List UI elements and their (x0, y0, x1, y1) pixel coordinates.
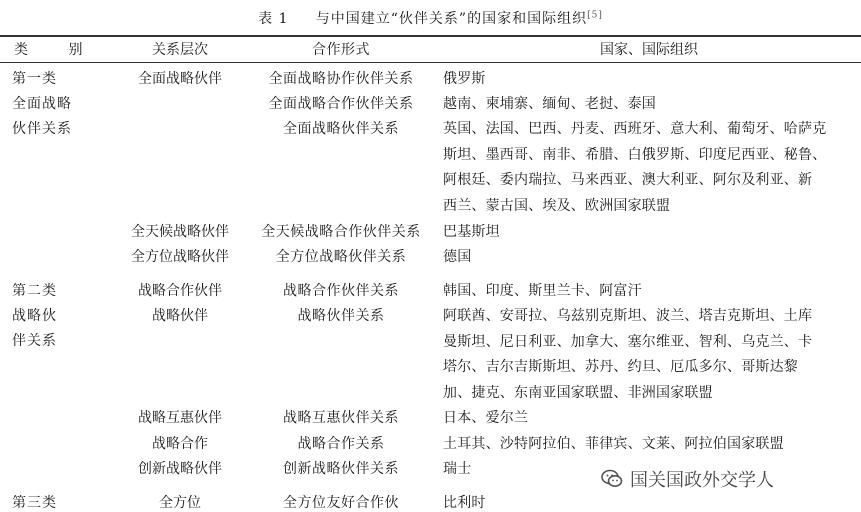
countries-cell: 曼斯坦、尼日利亚、加拿大、塞尔维亚、智利、乌克兰、卡 (443, 333, 813, 350)
countries-cell: 西兰、蒙古国、埃及、欧洲国家联盟 (443, 197, 671, 214)
level-cell: 全方位 (159, 495, 201, 511)
form-cell: 全面战略伙伴关系 (283, 121, 399, 137)
level-cell: 创新战略伙伴 (138, 461, 222, 477)
countries-cell: 阿联酋、安哥拉、乌兹别克斯坦、波兰、塔吉克斯坦、土库 (443, 308, 813, 324)
level-cell: 全方位战略伙伴 (131, 249, 229, 265)
form-cell: 全方位战略伙伴关系 (275, 249, 407, 265)
level-cell: 战略合作 (152, 436, 208, 452)
countries-cell: 越南、柬埔寨、缅甸、老挝、泰国 (443, 96, 656, 112)
form-cell: 战略合作伙伴关系 (283, 283, 399, 299)
form-cell: 全面战略合作伙伴关系 (268, 96, 414, 112)
header-form: 合作形式 (312, 42, 370, 58)
form-cell: 战略互惠伙伴关系 (283, 410, 399, 426)
level-cell: 战略伙伴 (152, 308, 208, 324)
watermark (600, 466, 774, 492)
level-cell: 战略合作伙伴 (138, 283, 222, 299)
form-cell: 战略伙伴关系 (297, 308, 385, 324)
table-caption (0, 8, 861, 28)
form-cell: 战略合作关系 (297, 436, 385, 452)
category-cell: 第三类 (12, 495, 57, 511)
wechat-icon (600, 467, 624, 491)
caption-reference: [5] (587, 10, 603, 21)
caption-label: 表 1 (258, 11, 289, 27)
category-cell: 第一类 (12, 71, 57, 87)
level-cell: 全天候战略伙伴 (131, 224, 229, 240)
countries-cell: 德国 (443, 249, 472, 265)
category-cell: 战略伙 (12, 308, 57, 324)
form-cell: 全天候战略合作伙伴关系 (261, 224, 421, 240)
table-header-rule (0, 62, 861, 63)
category-cell: 伙伴关系 (12, 121, 72, 137)
countries-cell: 瑞士 (443, 461, 472, 477)
countries-cell: 土耳其、沙特阿拉伯、菲律宾、文莱、阿拉伯国家联盟 (443, 436, 784, 452)
countries-cell: 斯坦、墨西哥、南非、希腊、白俄罗斯、印度尼西亚、秘鲁、 (443, 146, 827, 163)
watermark-text: 国关国政外交学人 (630, 470, 774, 491)
header-countries: 国家、国际组织 (600, 42, 698, 58)
caption-title: 与中国建立“伙伴关系”的国家和国际组织 (315, 11, 588, 27)
header-category: 类 别 (14, 42, 101, 58)
level-cell: 全面战略伙伴 (138, 71, 222, 87)
header-level: 关系层次 (152, 42, 208, 58)
category-cell: 第二类 (12, 283, 57, 299)
table-top-rule (0, 35, 861, 37)
countries-cell: 阿根廷、委内瑞拉、马来西亚、澳大利亚、阿尔及利亚、新 (443, 172, 813, 188)
category-cell: 伴关系 (12, 333, 57, 349)
countries-cell: 巴基斯坦 (443, 224, 500, 240)
category-cell: 全面战略 (12, 96, 72, 112)
countries-cell: 韩国、印度、斯里兰卡、阿富汗 (443, 283, 642, 299)
countries-cell: 俄罗斯 (443, 71, 486, 87)
level-cell: 战略互惠伙伴 (138, 410, 222, 426)
countries-cell: 塔尔、吉尔吉斯斯坦、苏丹、约旦、厄瓜多尔、哥斯达黎 (443, 359, 798, 375)
form-cell: 创新战略伙伴关系 (283, 461, 399, 477)
form-cell: 全面战略协作伙伴关系 (268, 71, 414, 87)
form-cell: 全方位友好合作伙 (283, 495, 399, 511)
countries-cell: 比利时 (443, 495, 486, 511)
countries-cell: 日本、爱尔兰 (443, 410, 529, 426)
countries-cell: 加、捷克、东南亚国家联盟、非洲国家联盟 (443, 384, 713, 401)
countries-cell: 英国、法国、巴西、丹麦、西班牙、意大利、葡萄牙、哈萨克 (443, 121, 827, 137)
